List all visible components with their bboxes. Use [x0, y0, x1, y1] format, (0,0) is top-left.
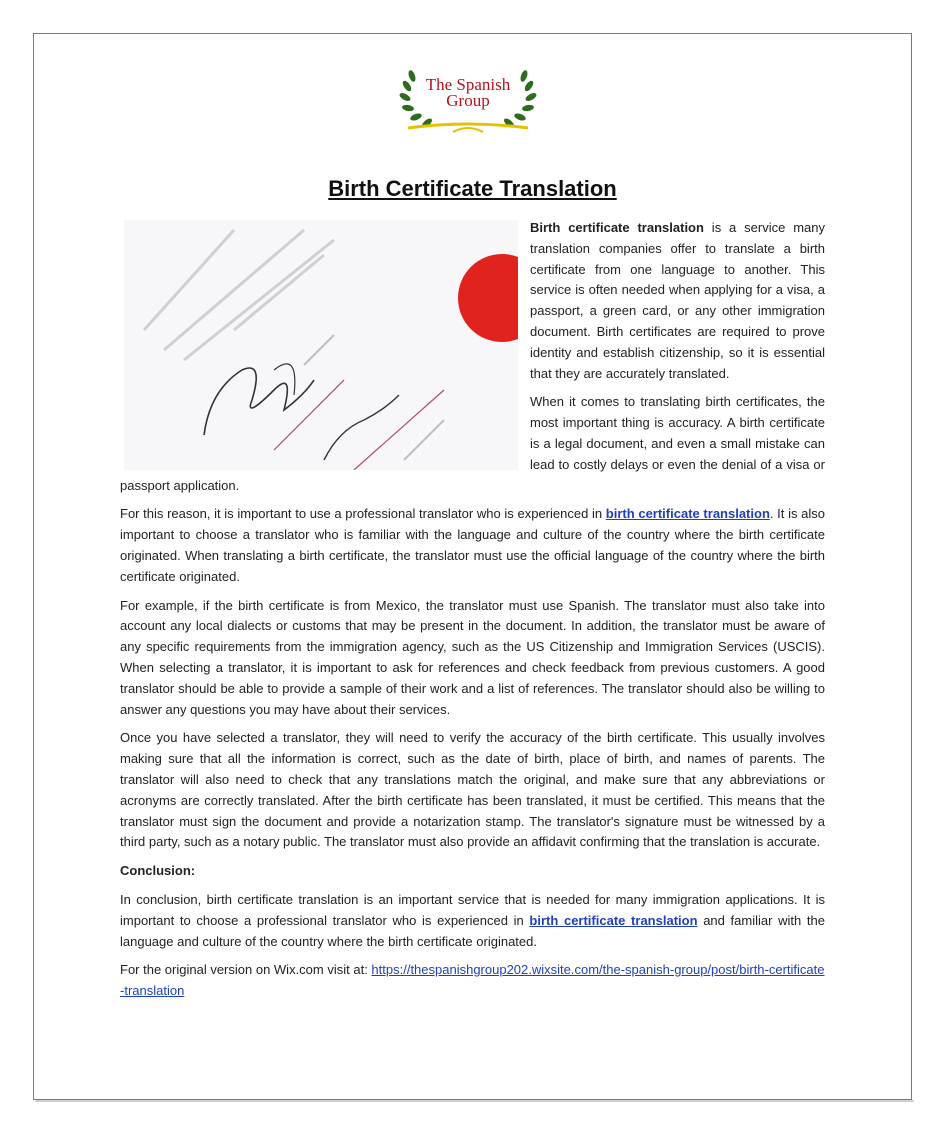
p6-text-after: and familiar with the language and culture of the country where the birth certificate originated.: [120, 912, 825, 949]
conclusion-heading: Conclusion:: [120, 863, 196, 879]
page-shadow: [35, 1100, 914, 1102]
paragraph-conclusion: [120, 890, 825, 952]
certificate-image-icon: [124, 220, 518, 470]
p3-text-before: For this reason, it is important to use a professional translator who is experienced in: [120, 506, 606, 522]
paragraph-accuracy: When it comes to translating birth certificates, the most important thing is accuracy. A birth certificate is a legal document, and even a small mistake can lead to costly delays or even the denial of a visa or passport application.: [120, 394, 825, 493]
wix-original-link[interactable]: https://thespanishgroup202.wixsite.com/the-spanish-group/post/birth-certificate-translation: [120, 962, 825, 999]
intro-rest: is a service many translation companies offer to translate a birth certificate from one language to another. This service is often needed when applying for a visa, a passport, a green card, or any other immigration document. Birth certificates are required to prove identity and establish citizenship, so it is essential that they are accurately translated.: [530, 220, 825, 381]
logo-line-1: The Spanish: [425, 75, 511, 94]
p6-text-before: In conclusion, birth certificate translation is an important service that is needed for many immigration applications. It is important to choose a professional translator who is experienced in: [120, 891, 825, 928]
birth-certificate-translation-link[interactable]: birth certificate translation: [605, 506, 770, 522]
spanish-group-logo: [398, 66, 538, 134]
logo-line-2: Group: [446, 91, 490, 110]
paragraph-source: [120, 960, 825, 1002]
paragraph-professional: [120, 504, 825, 587]
p3-text-after: . It is also important to choose a translator who is familiar with the language and culture of the country where the birth certificate originated. When translating a birth certificate, the translator must use the official language of the country where the birth certificate originated.: [120, 506, 825, 584]
paragraph-verify: Once you have selected a translator, they will need to verify the accuracy of the birth certificate. This usually involves making sure that all the information is correct, such as the date of birth, place of birth, and names of parents. The translator will also need to check that any translations match the original, and make sure that any abbreviations or acronyms are correctly translated. After the birth certificate has been translated, it must be certified. This means that the translator must sign the document and provide a notarization stamp. The translator's signature must be witnessed by a third party, such as a notary public. The translator must also provide an affidavit confirming that the translation is accurate.: [120, 730, 825, 850]
birth-certificate-translation-link-2[interactable]: birth certificate translation: [529, 912, 698, 928]
page-title: Birth Certificate Translation: [328, 176, 617, 201]
source-text: For the original version on Wix.com visit at:: [120, 962, 372, 978]
birth-certificate-photo: [124, 220, 518, 470]
intro-lead: Birth certificate translation: [530, 220, 704, 235]
paragraph-example: For example, if the birth certificate is from Mexico, the translator must use Spanish. The translator must also take into account any local dialects or customs that may be present in the document. In addition, the translator must be aware of any specific requirements from the immigration agency, such as the US Citizenship and Immigration Services (USCIS). When selecting a translator, it is important to ask for references and check feedback from previous customers. A good translator should be able to provide a sample of their work and a list of references. The translator should also be willing to answer any questions you may have about their services.: [120, 597, 825, 717]
article-body: [120, 218, 825, 1010]
